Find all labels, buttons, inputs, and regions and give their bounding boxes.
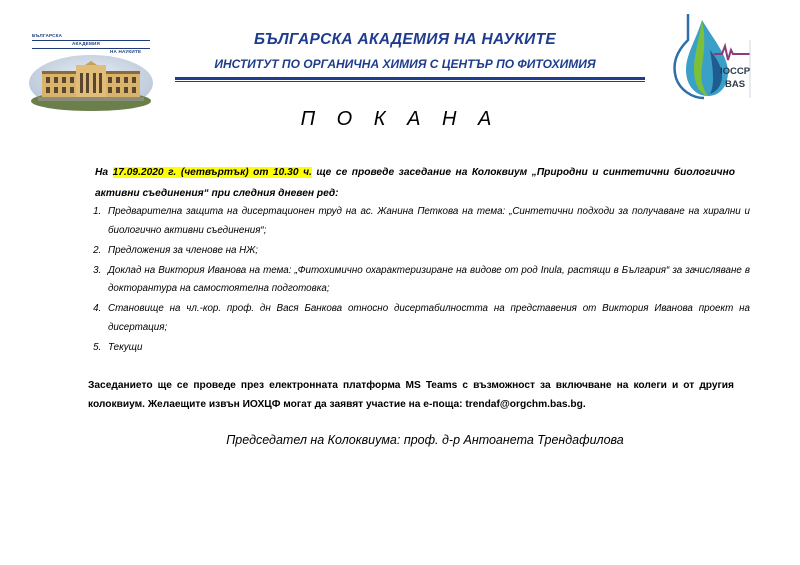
header-divider-thin [175,81,645,82]
academy-building-icon [28,49,154,111]
intro-text: ще се проведе заседание на Колоквиум „Природни и синтетични биологично активни съединения“ при следния дневен ред: [95,167,735,199]
bas-logo-line2: АКАДЕМИЯ [72,41,100,46]
bas-logo [28,33,154,111]
academy-title: БЪЛГАРСКА АКАДЕМИЯ НА НАУКИТЕ [253,31,557,48]
intro-paragraph [95,162,735,204]
agenda-item: 3. Доклад на Виктория Иванова на тема: „Фитохимично охарактеризиране на видове от род Inula, растящи в България“ за зачисляване в докторантура на самостоятелна подготовка; [104,262,750,299]
agenda-list [88,203,750,359]
agenda-item: 5. Текущи [104,339,750,358]
meeting-notice: Заседанието ще се проведе през електронната платформа MS Teams с възможност за включване на колеги и от другия колоквиум. Желаещите извън ИОХЦФ могат да заявят участие на е-поща: trendaf@orgchm.bas.bg. [88,380,734,410]
agenda-item: 4. Становище на чл.-кор. проф. дн Вася Банкова относно дисертабилността на представения от Виктория Иванова проект на дисертация; [104,300,750,337]
header-divider [175,77,645,80]
ioccp-logo [666,10,766,102]
ioccp-logo-line1: IOCCP [719,66,751,77]
agenda-item: 1. Предварителна защита на дисертационен труд на ас. Жанина Петкова на тема: „Синтетични подходи за получаване на хирални и биологично активни съединения“; [104,203,750,240]
bas-logo-line3: НА НАУКИТЕ [110,49,142,54]
agenda-item: 2. Предложения за членове на НЖ; [104,242,750,261]
meeting-date-highlight: 17.09.2020 г. (четвъртък) от 10.30 ч. [112,167,312,178]
chair-signature: Председател на Колоквиума: проф. д-р Антоанета Трендафилова [226,433,624,447]
ioccp-logo-text [710,65,760,91]
invitation-heading: П О К А Н А [300,108,500,130]
ioccp-logo-line2: BAS [724,79,746,90]
institute-title: ИНСТИТУТ ПО ОРГАНИЧНА ХИМИЯ С ЦЕНТЪР ПО ФИТОХИМИЯ [214,57,596,71]
bas-logo-line1: БЪЛГАРСКА [32,33,63,38]
intro-prefix: На [95,167,109,178]
